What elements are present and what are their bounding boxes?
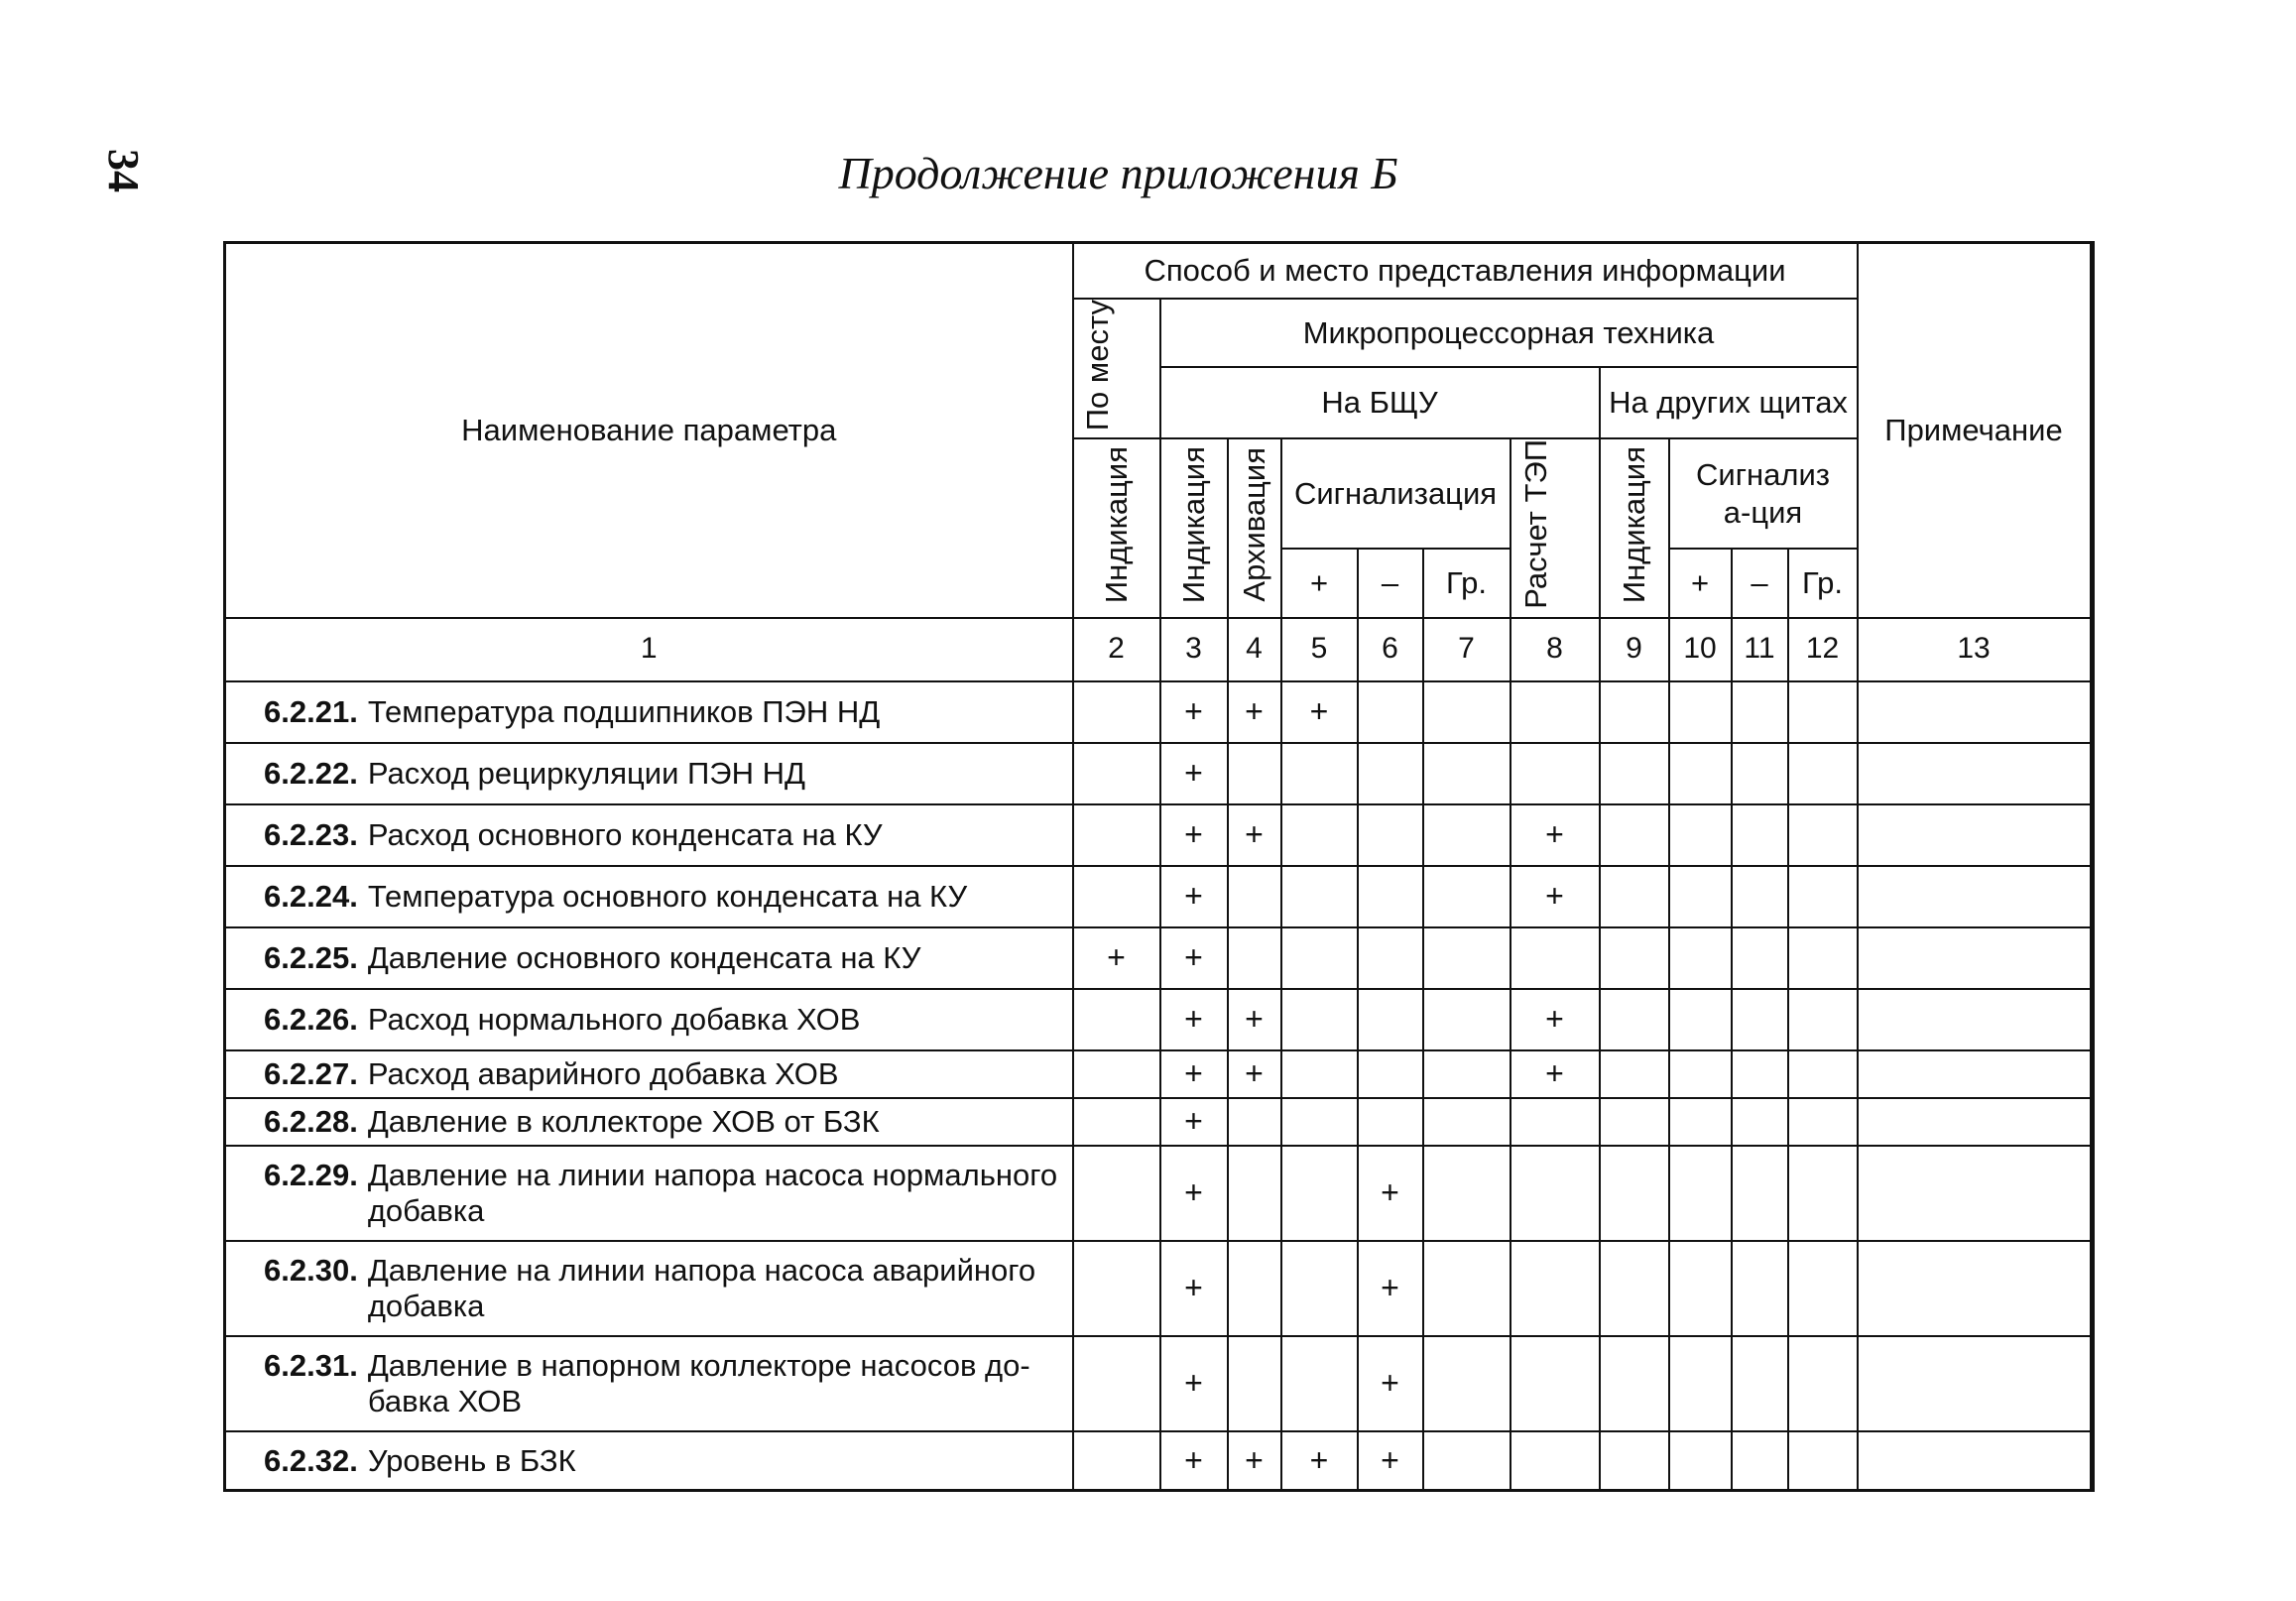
column-number: 6	[1358, 618, 1423, 681]
table-row	[225, 866, 2094, 927]
mark-cell: +	[1073, 927, 1160, 989]
header-indication-other	[1600, 438, 1669, 617]
parameter-name: Давление на линии напора насоса аварийного добавка	[367, 1253, 1036, 1323]
mark-cell	[1732, 1146, 1788, 1241]
mark-cell	[1281, 1336, 1358, 1431]
note-cell	[2091, 1431, 2094, 1491]
header-calc	[1511, 438, 1600, 617]
mark-cell	[1669, 1098, 1732, 1146]
mark-cell: +	[1228, 989, 1281, 1050]
mark-cell	[1358, 989, 1423, 1050]
mark-cell: +	[1228, 1050, 1281, 1098]
mark-cell	[1073, 1098, 1160, 1146]
mark-cell	[1423, 743, 1511, 804]
table-row	[225, 927, 2094, 989]
mark-cell	[1600, 1146, 1669, 1241]
mark-cell	[1281, 927, 1358, 989]
header-minus-other: –	[1732, 549, 1788, 618]
mark-cell	[1281, 1098, 1358, 1146]
mark-cell	[1281, 804, 1358, 866]
mark-cell	[1858, 1241, 2091, 1336]
parameter-name: Уровень в БЗК	[367, 1442, 576, 1478]
header-indication-local-text: Индикация	[1098, 445, 1134, 603]
mark-cell	[1073, 1431, 1160, 1491]
parameter-content	[264, 1104, 1072, 1140]
mark-cell: +	[1160, 1431, 1228, 1491]
header-indication-other-text: Индикация	[1616, 445, 1651, 603]
mark-cell	[1358, 743, 1423, 804]
parameter-cell	[225, 1098, 1073, 1146]
mark-cell	[1858, 1050, 2091, 1098]
mark-cell	[1423, 866, 1511, 927]
table-row	[225, 1241, 2094, 1336]
mark-cell	[1281, 989, 1358, 1050]
header-minus-bshu: –	[1358, 549, 1423, 618]
mark-cell	[1600, 866, 1669, 927]
table-row	[225, 1431, 2094, 1491]
mark-cell	[1228, 1146, 1281, 1241]
parameter-content	[264, 817, 1072, 853]
mark-cell	[1511, 1431, 1600, 1491]
header-bshu: На БЩУ	[1160, 367, 1600, 438]
table-row	[225, 804, 2094, 866]
header-gr-other: Гр.	[1788, 549, 1858, 618]
mark-cell	[1788, 1431, 1858, 1491]
header-signal-other	[1669, 438, 1858, 549]
header-other: На других щитах	[1600, 367, 1858, 438]
mark-cell	[1669, 1336, 1732, 1431]
mark-cell	[1423, 1241, 1511, 1336]
mark-cell	[1788, 989, 1858, 1050]
mark-cell	[1788, 927, 1858, 989]
note-cell	[2091, 1146, 2094, 1241]
mark-cell	[1281, 743, 1358, 804]
mark-cell	[1600, 681, 1669, 743]
mark-cell	[1423, 1336, 1511, 1431]
mark-cell	[1788, 743, 1858, 804]
mark-cell	[1858, 927, 2091, 989]
mark-cell	[1358, 681, 1423, 743]
mark-cell	[1858, 681, 2091, 743]
table-body	[225, 681, 2094, 1491]
mark-cell: +	[1511, 804, 1600, 866]
mark-cell	[1732, 1050, 1788, 1098]
header-micro: Микропроцессорная техника	[1160, 299, 1858, 368]
parameter-name: Расход основного конденсата на КУ	[367, 816, 883, 852]
parameter-cell	[225, 804, 1073, 866]
parameter-cell	[225, 1050, 1073, 1098]
mark-cell	[1073, 1146, 1160, 1241]
parameter-number: 6.2.30.	[264, 1253, 358, 1289]
mark-cell	[1669, 1241, 1732, 1336]
mark-cell: +	[1281, 1431, 1358, 1491]
parameter-content	[264, 940, 1072, 976]
mark-cell: +	[1160, 804, 1228, 866]
mark-cell	[1858, 743, 2091, 804]
parameter-number: 6.2.24.	[264, 878, 358, 914]
note-cell	[2091, 989, 2094, 1050]
page-heading	[0, 147, 2296, 199]
mark-cell	[1423, 1050, 1511, 1098]
note-cell	[2091, 804, 2094, 866]
mark-cell: +	[1511, 866, 1600, 927]
mark-cell: +	[1160, 1241, 1228, 1336]
parameter-cell	[225, 681, 1073, 743]
parameter-cell	[225, 866, 1073, 927]
mark-cell	[1858, 1098, 2091, 1146]
mark-cell: +	[1228, 804, 1281, 866]
note-cell	[2091, 927, 2094, 989]
header-method: Способ и место представления информации	[1073, 243, 1858, 299]
mark-cell	[1732, 743, 1788, 804]
parameter-number: 6.2.28.	[264, 1103, 358, 1139]
note-cell	[2091, 1241, 2094, 1336]
mark-cell	[1669, 1431, 1732, 1491]
column-number: 8	[1511, 618, 1600, 681]
parameter-name: Расход нормального добавка ХОВ	[367, 1001, 861, 1037]
mark-cell	[1600, 1431, 1669, 1491]
table-row	[225, 681, 2094, 743]
mark-cell	[1423, 1431, 1511, 1491]
header-note: Примечание	[1858, 243, 2091, 618]
parameter-content	[264, 879, 1072, 915]
mark-cell	[1511, 1336, 1600, 1431]
header-archive-text: Архивация	[1236, 446, 1271, 602]
header-signal-bshu: Сигнализация	[1281, 438, 1511, 549]
header-local	[1073, 299, 1160, 439]
parameter-content	[264, 756, 1072, 792]
column-number: 9	[1600, 618, 1669, 681]
parameter-content	[264, 1348, 1072, 1418]
mark-cell: +	[1358, 1241, 1423, 1336]
mark-cell	[1669, 1146, 1732, 1241]
mark-cell	[1788, 804, 1858, 866]
parameter-content	[264, 1443, 1072, 1479]
mark-cell	[1858, 1336, 2091, 1431]
parameter-number: 6.2.22.	[264, 755, 358, 791]
mark-cell: +	[1511, 1050, 1600, 1098]
mark-cell	[1669, 743, 1732, 804]
mark-cell	[1511, 1241, 1600, 1336]
column-number: 1	[225, 618, 1073, 681]
table-row	[225, 743, 2094, 804]
parameter-name: Расход рециркуляции ПЭН НД	[367, 755, 805, 791]
note-cell	[2091, 1336, 2094, 1431]
column-number: 11	[1732, 618, 1788, 681]
mark-cell	[1788, 1098, 1858, 1146]
mark-cell	[1511, 681, 1600, 743]
mark-cell	[1600, 1241, 1669, 1336]
mark-cell	[1281, 1241, 1358, 1336]
mark-cell	[1228, 927, 1281, 989]
parameter-number: 6.2.21.	[264, 693, 358, 729]
mark-cell: +	[1358, 1431, 1423, 1491]
mark-cell	[1228, 866, 1281, 927]
mark-cell	[1732, 1431, 1788, 1491]
mark-cell	[1669, 927, 1732, 989]
mark-cell	[1858, 1146, 2091, 1241]
mark-cell: +	[1160, 866, 1228, 927]
mark-cell	[1228, 1241, 1281, 1336]
mark-cell	[1669, 804, 1732, 866]
header-indication-bshu-text: Индикация	[1175, 445, 1211, 603]
column-number: 4	[1228, 618, 1281, 681]
parameter-name: Давление в напорном коллекторе насосов до-бавка ХОВ	[367, 1348, 1030, 1418]
mark-cell	[1358, 804, 1423, 866]
header-parameter-name: Наименование параметра	[225, 243, 1073, 618]
column-numbers-row	[225, 618, 2094, 681]
column-number: 13	[1858, 618, 2091, 681]
header-archive	[1228, 438, 1281, 617]
mark-cell	[1788, 1050, 1858, 1098]
parameter-cell	[225, 989, 1073, 1050]
table-row	[225, 1336, 2094, 1431]
parameter-number: 6.2.32.	[264, 1442, 358, 1478]
mark-cell	[1228, 1098, 1281, 1146]
mark-cell: +	[1160, 1098, 1228, 1146]
mark-cell	[1281, 1050, 1358, 1098]
mark-cell	[1788, 681, 1858, 743]
column-number: 10	[1669, 618, 1732, 681]
mark-cell	[1511, 1146, 1600, 1241]
mark-cell: +	[1511, 989, 1600, 1050]
mark-cell	[1600, 927, 1669, 989]
mark-cell	[1511, 927, 1600, 989]
header-plus-bshu: +	[1281, 549, 1358, 618]
mark-cell	[1358, 1098, 1423, 1146]
page-number: 34	[99, 149, 148, 192]
column-number: 5	[1281, 618, 1358, 681]
header-calc-text: Расчет ТЭП	[1517, 439, 1553, 610]
mark-cell	[1669, 866, 1732, 927]
mark-cell: +	[1358, 1336, 1423, 1431]
mark-cell: +	[1160, 681, 1228, 743]
mark-cell	[1073, 866, 1160, 927]
parameter-cell	[225, 1241, 1073, 1336]
table-row	[225, 1146, 2094, 1241]
note-cell	[2091, 866, 2094, 927]
header-indication-bshu	[1160, 438, 1228, 617]
note-cell	[2091, 743, 2094, 804]
mark-cell	[1788, 1336, 1858, 1431]
mark-cell	[1669, 989, 1732, 1050]
mark-cell	[1281, 866, 1358, 927]
mark-cell: +	[1160, 1336, 1228, 1431]
mark-cell	[1600, 1098, 1669, 1146]
parameter-content	[264, 694, 1072, 730]
parameter-name: Температура подшипников ПЭН НД	[367, 693, 881, 729]
parameter-name: Давление на линии напора насоса нормального добавка	[367, 1158, 1058, 1228]
mark-cell	[1358, 927, 1423, 989]
mark-cell	[1073, 681, 1160, 743]
mark-cell	[1423, 989, 1511, 1050]
mark-cell: +	[1281, 681, 1358, 743]
mark-cell	[1600, 1050, 1669, 1098]
heading-text: Продолжение приложения Б	[838, 148, 1398, 198]
parameter-content	[264, 1158, 1072, 1228]
parameter-number: 6.2.26.	[264, 1001, 358, 1037]
mark-cell: +	[1160, 1146, 1228, 1241]
mark-cell	[1732, 804, 1788, 866]
note-cell	[2091, 1050, 2094, 1098]
parameter-name: Давление основного конденсата на КУ	[367, 939, 921, 975]
column-number: 3	[1160, 618, 1228, 681]
mark-cell	[1073, 804, 1160, 866]
mark-cell	[1732, 927, 1788, 989]
header-plus-other: +	[1669, 549, 1732, 618]
mark-cell	[1600, 1336, 1669, 1431]
mark-cell	[1732, 1098, 1788, 1146]
mark-cell: +	[1160, 1050, 1228, 1098]
mark-cell	[1858, 1431, 2091, 1491]
parameter-cell	[225, 743, 1073, 804]
mark-cell	[1281, 1146, 1358, 1241]
parameter-cell	[225, 1431, 1073, 1491]
table-row	[225, 1098, 2094, 1146]
parameter-content	[264, 1056, 1072, 1092]
mark-cell	[1423, 681, 1511, 743]
table-row	[225, 989, 2094, 1050]
parameter-content	[264, 1002, 1072, 1038]
parameter-content	[264, 1253, 1072, 1323]
header-gr-bshu: Гр.	[1423, 549, 1511, 618]
column-number: 12	[1788, 618, 1858, 681]
mark-cell	[1423, 804, 1511, 866]
mark-cell: +	[1160, 927, 1228, 989]
mark-cell	[1788, 866, 1858, 927]
parameter-cell	[225, 1146, 1073, 1241]
parameter-number: 6.2.31.	[264, 1348, 358, 1384]
mark-cell	[1732, 866, 1788, 927]
mark-cell	[1858, 866, 2091, 927]
mark-cell	[1228, 743, 1281, 804]
mark-cell	[1073, 1241, 1160, 1336]
mark-cell	[1858, 989, 2091, 1050]
parameter-name: Давление в коллекторе ХОВ от БЗК	[367, 1103, 880, 1139]
header-signal-other-text: Сигнализа-ция	[1696, 457, 1830, 530]
mark-cell	[1073, 1050, 1160, 1098]
mark-cell: +	[1228, 1431, 1281, 1491]
parameter-number: 6.2.23.	[264, 816, 358, 852]
mark-cell	[1600, 989, 1669, 1050]
mark-cell	[1423, 927, 1511, 989]
mark-cell	[1511, 743, 1600, 804]
mark-cell	[1858, 804, 2091, 866]
header-local-text: По месту	[1079, 299, 1115, 431]
mark-cell	[1423, 1098, 1511, 1146]
mark-cell	[1600, 804, 1669, 866]
note-cell	[2091, 681, 2094, 743]
mark-cell	[1732, 1336, 1788, 1431]
mark-cell	[1358, 1050, 1423, 1098]
mark-cell	[1073, 989, 1160, 1050]
note-cell	[2091, 1098, 2094, 1146]
column-number: 7	[1423, 618, 1511, 681]
mark-cell	[1732, 1241, 1788, 1336]
mark-cell: +	[1228, 681, 1281, 743]
parameter-number: 6.2.25.	[264, 939, 358, 975]
mark-cell	[1228, 1336, 1281, 1431]
mark-cell	[1073, 743, 1160, 804]
mark-cell	[1358, 866, 1423, 927]
parameter-name: Температура основного конденсата на КУ	[367, 878, 968, 914]
parameters-table	[223, 241, 2095, 1492]
mark-cell	[1788, 1146, 1858, 1241]
mark-cell	[1669, 681, 1732, 743]
mark-cell	[1511, 1098, 1600, 1146]
mark-cell	[1732, 681, 1788, 743]
mark-cell: +	[1160, 743, 1228, 804]
parameter-name: Расход аварийного добавка ХОВ	[367, 1055, 839, 1091]
mark-cell	[1423, 1146, 1511, 1241]
mark-cell: +	[1160, 989, 1228, 1050]
parameter-cell	[225, 927, 1073, 989]
parameter-number: 6.2.29.	[264, 1158, 358, 1193]
table-row	[225, 1050, 2094, 1098]
column-number: 2	[1073, 618, 1160, 681]
mark-cell: +	[1358, 1146, 1423, 1241]
mark-cell	[1788, 1241, 1858, 1336]
parameter-cell	[225, 1336, 1073, 1431]
parameter-number: 6.2.27.	[264, 1055, 358, 1091]
header-indication-local	[1073, 438, 1160, 617]
mark-cell	[1669, 1050, 1732, 1098]
mark-cell	[1073, 1336, 1160, 1431]
mark-cell	[1600, 743, 1669, 804]
mark-cell	[1732, 989, 1788, 1050]
